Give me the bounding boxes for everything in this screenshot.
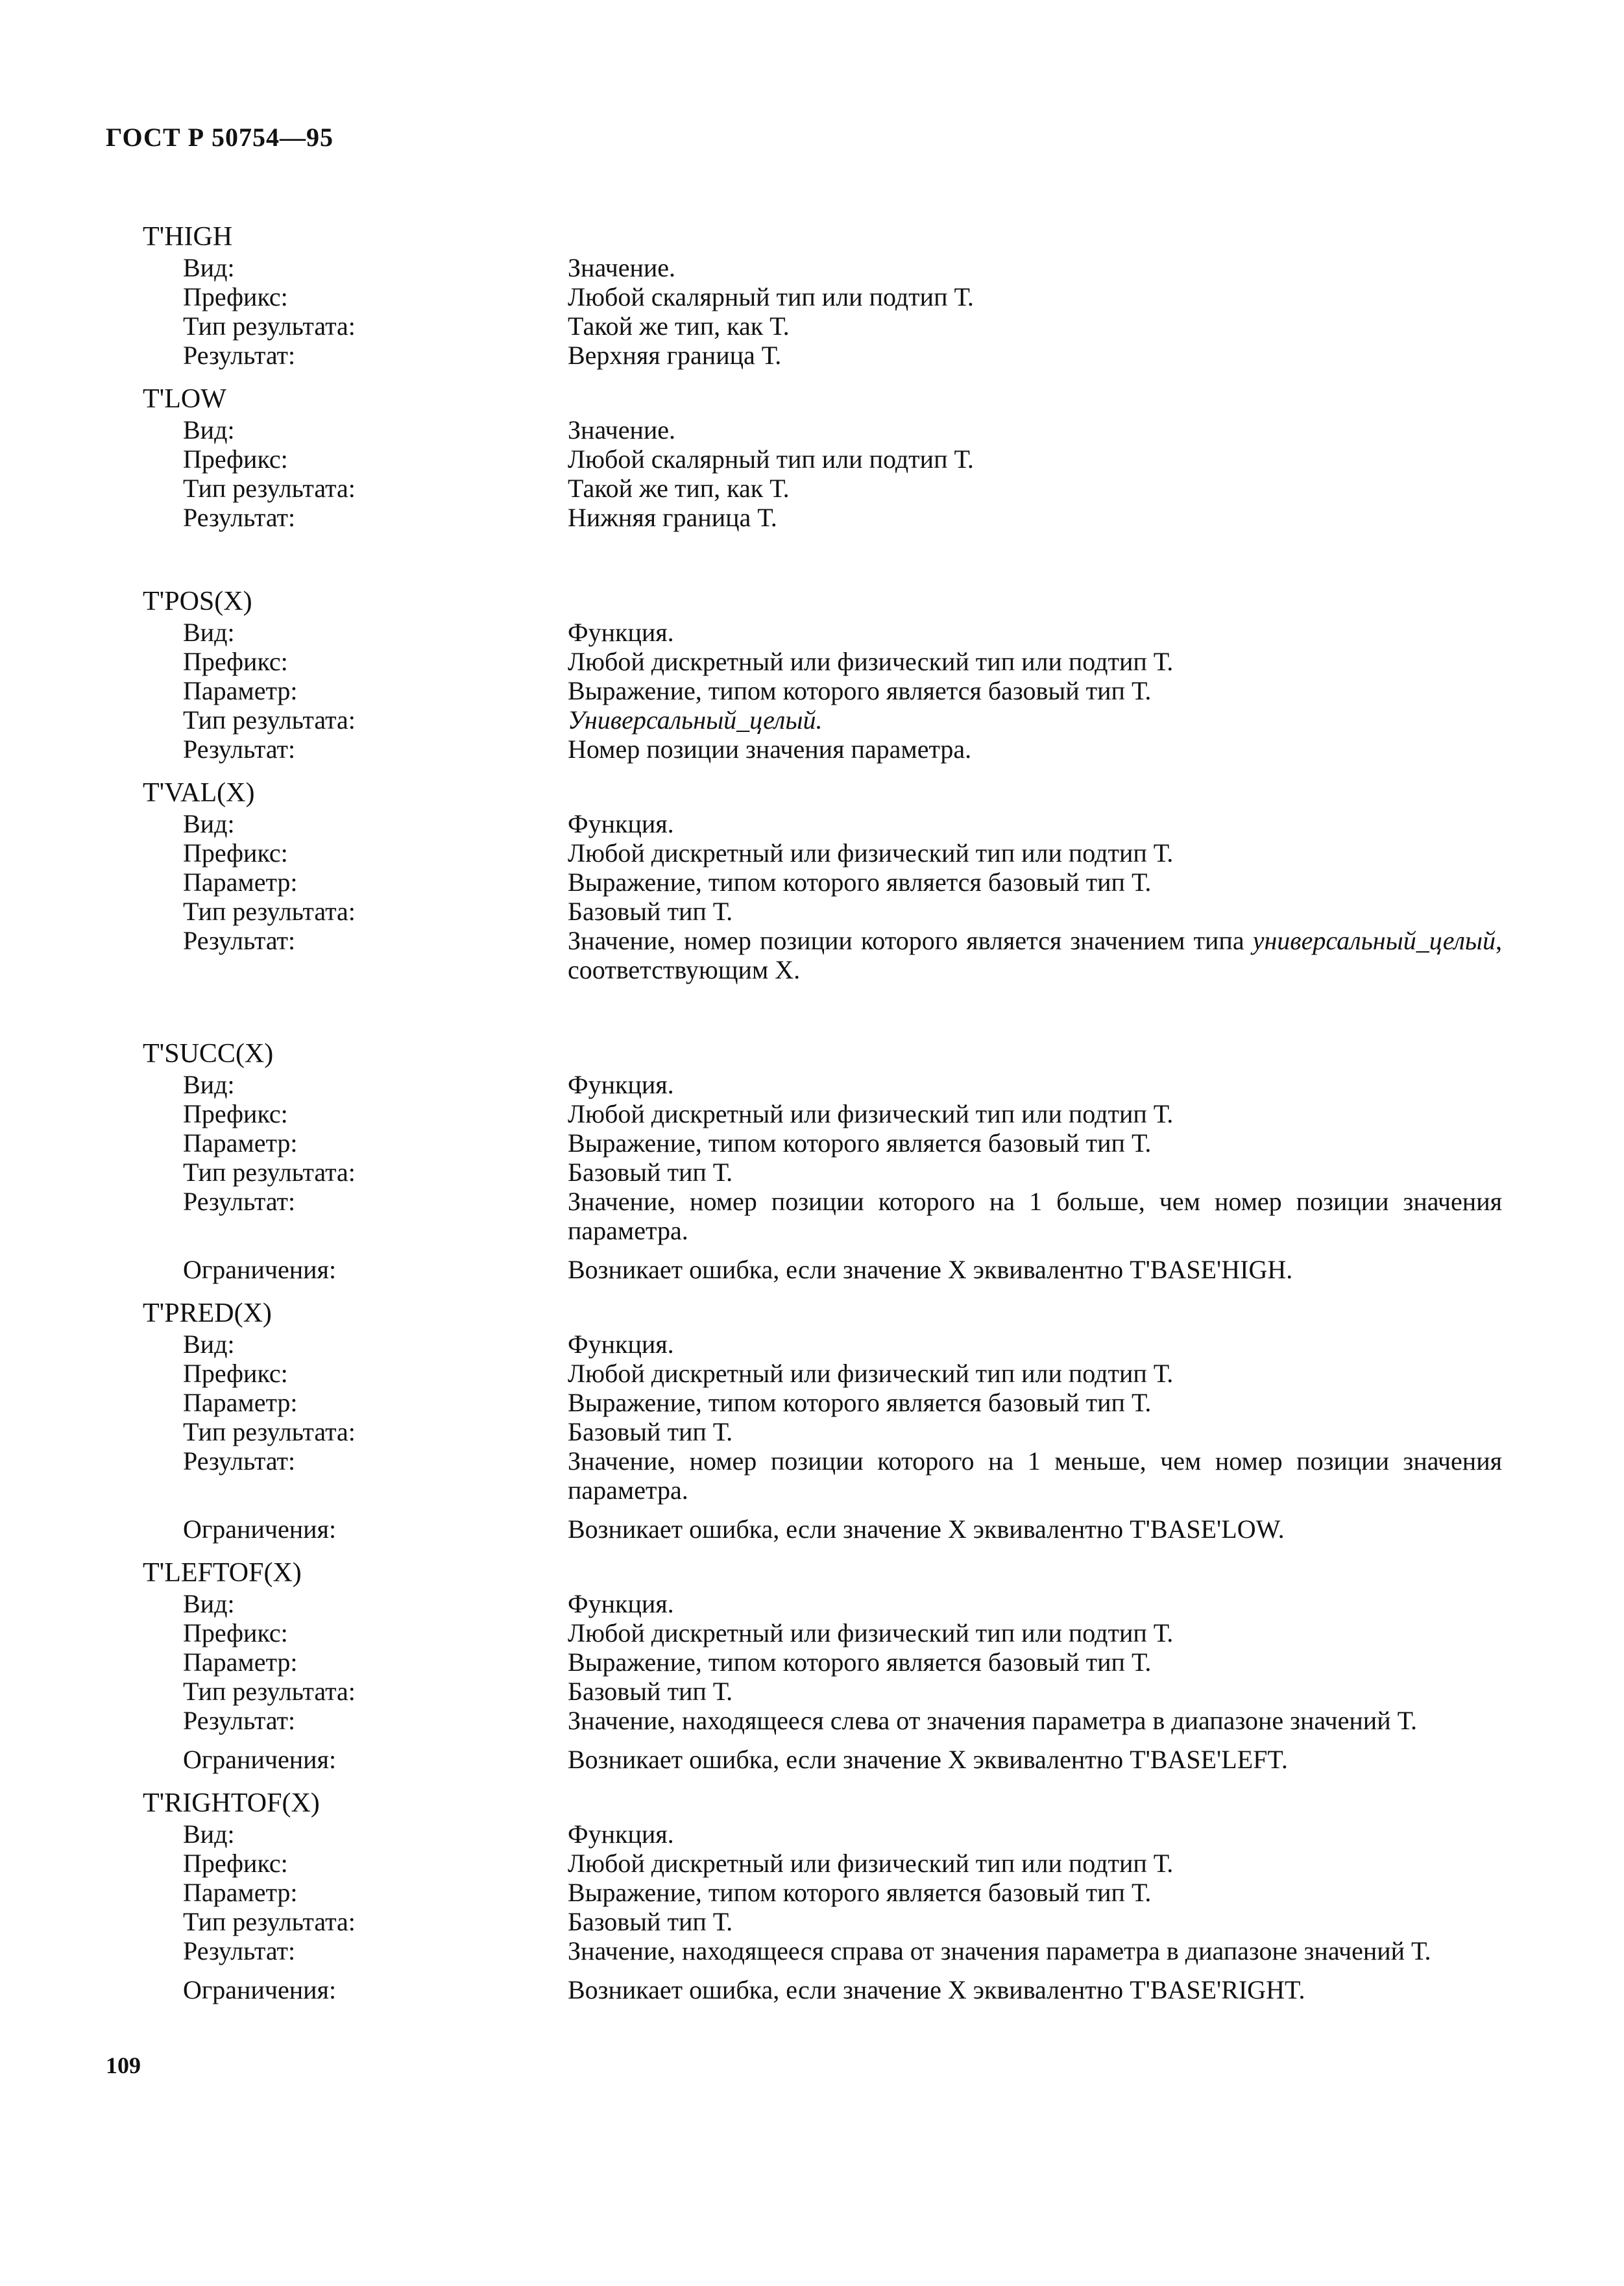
- page-number: 109: [106, 2052, 141, 2078]
- row-label: Вид:: [183, 1589, 235, 1618]
- row-value: Выражение, типом которого является базовый тип Т.: [568, 1648, 1152, 1677]
- row-label: Тип результата:: [183, 474, 356, 503]
- attribute-row: [143, 1706, 1518, 1735]
- attribute-row: [143, 1255, 1518, 1284]
- attribute-row: [143, 1514, 1518, 1544]
- attribute-block-rightof: [143, 1787, 1518, 2004]
- row-value: Нижняя граница Т.: [568, 503, 777, 532]
- attribute-title: T'HIGH: [143, 222, 233, 252]
- row-label: Вид:: [183, 415, 235, 444]
- attribute-block-leftof: [143, 1557, 1518, 1774]
- row-label: Вид:: [183, 253, 235, 282]
- row-value-text: Значение, номер позиции которого является значением типа: [568, 926, 1253, 955]
- row-value: Любой дискретный или физический тип или подтип Т.: [568, 1359, 1174, 1388]
- row-value: Базовый тип Т.: [568, 1417, 733, 1446]
- row-label: Вид:: [183, 1330, 235, 1359]
- row-label: Параметр:: [183, 1648, 298, 1677]
- row-label: Тип результата:: [183, 897, 356, 926]
- row-value: Возникает ошибка, если значение X эквивалентно T'BASE'RIGHT.: [568, 1975, 1305, 2004]
- attribute-row: [143, 282, 1518, 311]
- row-label: Вид:: [183, 1819, 235, 1849]
- attribute-row: [143, 897, 1518, 926]
- attribute-row: [143, 1359, 1518, 1388]
- attribute-block-succ: [143, 1038, 1518, 1284]
- attribute-block-val: [143, 777, 1518, 984]
- row-value: Номер позиции значения параметра.: [568, 735, 972, 764]
- row-value: Возникает ошибка, если значение X эквивалентно T'BASE'HIGH.: [568, 1255, 1293, 1284]
- attribute-title: T'SUCC(X): [143, 1039, 274, 1069]
- row-value: Выражение, типом которого является базовый тип Т.: [568, 1878, 1152, 1907]
- row-value-text: , соответствующим X.: [568, 926, 1502, 984]
- row-value: Функция.: [568, 1589, 674, 1618]
- attribute-row: [143, 647, 1518, 676]
- row-value: [568, 926, 1502, 984]
- row-value: Выражение, типом которого является базовый тип Т.: [568, 1128, 1152, 1158]
- attribute-row: [143, 618, 1518, 647]
- row-value: Возникает ошибка, если значение X эквивалентно T'BASE'LEFT.: [568, 1745, 1288, 1774]
- attribute-row: [143, 1417, 1518, 1446]
- row-value: Выражение, типом которого является базовый тип Т.: [568, 868, 1152, 897]
- attribute-row: [143, 1589, 1518, 1618]
- row-label: Префикс:: [183, 647, 288, 676]
- row-value: Функция.: [568, 1819, 674, 1849]
- row-value: Любой дискретный или физический тип или подтип Т.: [568, 838, 1174, 868]
- attribute-row: [143, 1677, 1518, 1706]
- row-label: Результат:: [183, 1706, 296, 1735]
- attribute-block-low: [143, 383, 1518, 532]
- row-value: Любой дискретный или физический тип или подтип Т.: [568, 1849, 1174, 1878]
- row-label: Тип результата:: [183, 311, 356, 341]
- row-label: Результат:: [183, 1187, 296, 1216]
- attribute-title: T'RIGHTOF(X): [143, 1788, 320, 1818]
- attribute-row: [143, 705, 1518, 735]
- attribute-row: [143, 1849, 1518, 1878]
- row-label: Префикс:: [183, 1359, 288, 1388]
- attribute-row: [143, 503, 1518, 532]
- row-value: Такой же тип, как Т.: [568, 474, 790, 503]
- row-label: Префикс:: [183, 1618, 288, 1648]
- attribute-row: [143, 474, 1518, 503]
- row-label: Ограничения:: [183, 1255, 337, 1284]
- row-label: Тип результата:: [183, 1417, 356, 1446]
- attribute-row: [143, 868, 1518, 897]
- attribute-row: [143, 1648, 1518, 1677]
- row-value: Значение, номер позиции которого на 1 меньше, чем номер позиции значения параметра.: [568, 1446, 1502, 1505]
- row-value: Функция.: [568, 1070, 674, 1099]
- row-label: Вид:: [183, 618, 235, 647]
- row-value: Базовый тип Т.: [568, 1677, 733, 1706]
- attribute-row: [143, 1446, 1518, 1505]
- row-label: Результат:: [183, 1446, 296, 1476]
- row-value: Значение, номер позиции которого на 1 больше, чем номер позиции значения параметра.: [568, 1187, 1502, 1245]
- attribute-row: [143, 676, 1518, 705]
- row-value: Возникает ошибка, если значение X эквивалентно T'BASE'LOW.: [568, 1514, 1285, 1544]
- row-label: Параметр:: [183, 676, 298, 705]
- row-label: Тип результата:: [183, 1158, 356, 1187]
- attribute-row: [143, 444, 1518, 474]
- attribute-row: [143, 1330, 1518, 1359]
- attribute-block-pos: [143, 585, 1518, 764]
- document-header-code: ГОСТ Р 50754—95: [106, 123, 334, 152]
- attribute-row: [143, 1128, 1518, 1158]
- attribute-block-pred: [143, 1297, 1518, 1544]
- attribute-title: T'POS(X): [143, 587, 252, 616]
- row-label: Префикс:: [183, 1849, 288, 1878]
- attribute-list: [143, 221, 1518, 2017]
- row-value: Значение.: [568, 415, 676, 444]
- attribute-row: [143, 1388, 1518, 1417]
- attribute-row: [143, 253, 1518, 282]
- row-label: Вид:: [183, 1070, 235, 1099]
- attribute-row: [143, 1187, 1518, 1245]
- row-label: Тип результата:: [183, 705, 356, 735]
- attribute-row: [143, 1099, 1518, 1128]
- row-value-italic: Универсальный_целый.: [568, 705, 823, 735]
- row-value: Верхняя граница Т.: [568, 341, 782, 370]
- attribute-row: [143, 341, 1518, 370]
- row-value: Любой скалярный тип или подтип Т.: [568, 444, 974, 474]
- attribute-row: [143, 1070, 1518, 1099]
- row-value: Функция.: [568, 618, 674, 647]
- row-value: Любой скалярный тип или подтип Т.: [568, 282, 974, 311]
- attribute-row: [143, 415, 1518, 444]
- attribute-row: [143, 1936, 1518, 1965]
- attribute-row: [143, 809, 1518, 838]
- row-label: Результат:: [183, 735, 296, 764]
- row-label: Тип результата:: [183, 1907, 356, 1936]
- row-label: Результат:: [183, 341, 296, 370]
- row-label: Префикс:: [183, 1099, 288, 1128]
- attribute-row: [143, 1907, 1518, 1936]
- row-value: Такой же тип, как Т.: [568, 311, 790, 341]
- row-label: Результат:: [183, 1936, 296, 1965]
- row-label: Префикс:: [183, 282, 288, 311]
- row-label: Ограничения:: [183, 1514, 337, 1544]
- row-label: Префикс:: [183, 838, 288, 868]
- row-label: Ограничения:: [183, 1975, 337, 2004]
- attribute-row: [143, 1158, 1518, 1187]
- row-value-italic: универсальный_целый: [1252, 926, 1496, 955]
- row-value: Базовый тип Т.: [568, 897, 733, 926]
- row-label: Результат:: [183, 503, 296, 532]
- attribute-row: [143, 1819, 1518, 1849]
- row-label: Тип результата:: [183, 1677, 356, 1706]
- row-value: Любой дискретный или физический тип или подтип Т.: [568, 1099, 1174, 1128]
- row-label: Параметр:: [183, 868, 298, 897]
- attribute-row: [143, 311, 1518, 341]
- row-label: Параметр:: [183, 1878, 298, 1907]
- row-label: Параметр:: [183, 1388, 298, 1417]
- attribute-title: T'VAL(X): [143, 778, 255, 808]
- row-label: Префикс:: [183, 444, 288, 474]
- row-label: Вид:: [183, 809, 235, 838]
- row-value: Любой дискретный или физический тип или подтип Т.: [568, 1618, 1174, 1648]
- row-value: Выражение, типом которого является базовый тип Т.: [568, 1388, 1152, 1417]
- attribute-row: [143, 1745, 1518, 1774]
- row-value: Значение.: [568, 253, 676, 282]
- row-label: Результат:: [183, 926, 296, 955]
- row-value: Базовый тип Т.: [568, 1907, 733, 1936]
- attribute-row: [143, 1618, 1518, 1648]
- attribute-title: T'PRED(X): [143, 1298, 272, 1328]
- row-value: Любой дискретный или физический тип или подтип Т.: [568, 647, 1174, 676]
- attribute-title: T'LOW: [143, 384, 226, 414]
- attribute-row: [143, 926, 1518, 984]
- row-label: Параметр:: [183, 1128, 298, 1158]
- row-value: Функция.: [568, 809, 674, 838]
- row-value: Значение, находящееся справа от значения параметра в диапазоне значений Т.: [568, 1936, 1431, 1965]
- attribute-block-high: [143, 221, 1518, 370]
- attribute-row: [143, 1878, 1518, 1907]
- row-value: Значение, находящееся слева от значения параметра в диапазоне значений Т.: [568, 1706, 1418, 1735]
- row-value: Выражение, типом которого является базовый тип Т.: [568, 676, 1152, 705]
- row-value: Функция.: [568, 1330, 674, 1359]
- attribute-row: [143, 838, 1518, 868]
- row-value: Базовый тип Т.: [568, 1158, 733, 1187]
- row-label: Ограничения:: [183, 1745, 337, 1774]
- attribute-row: [143, 1975, 1518, 2004]
- attribute-title: T'LEFTOF(X): [143, 1558, 302, 1588]
- attribute-row: [143, 735, 1518, 764]
